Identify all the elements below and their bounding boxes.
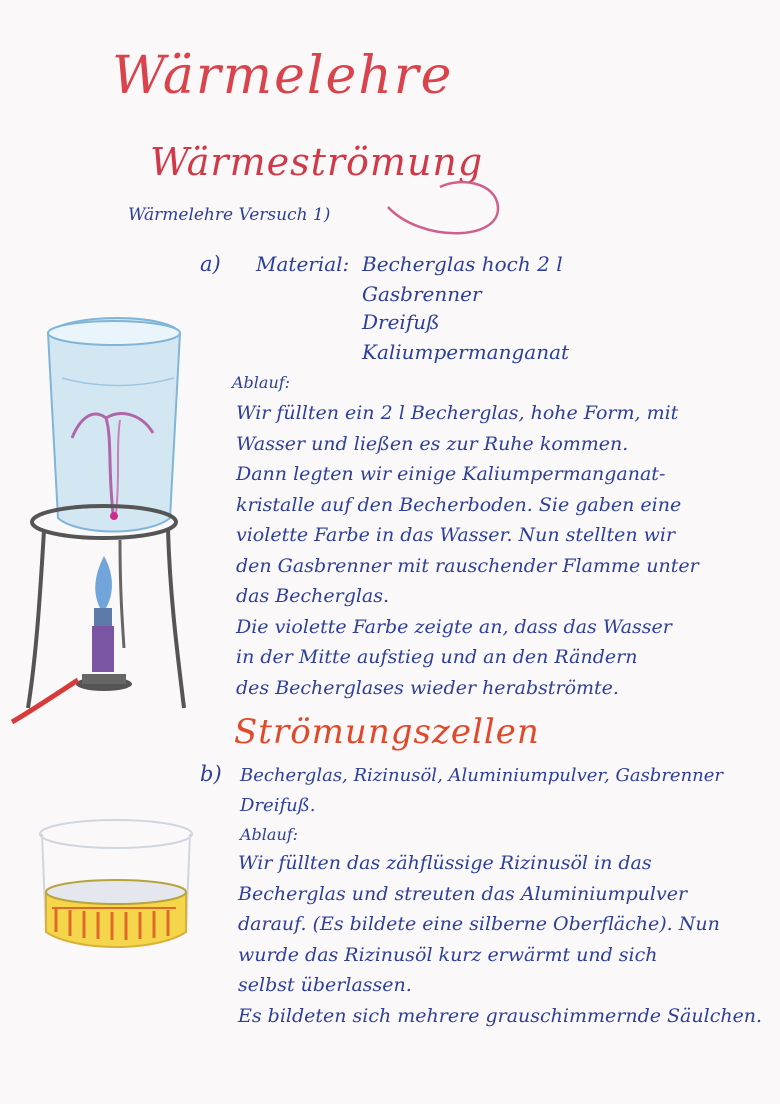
text-line: Die violette Farbe zeigte an, dass das Wasser [236,615,672,638]
material-list-b: Dreifuß. [240,795,316,816]
text-line: kristalle auf den Becherboden. Sie gaben eine [236,493,682,516]
material-item: Kaliumpermanganat [362,340,570,364]
material-item: Dreifuß [362,310,440,334]
subtitle: Wärmeströmung [150,140,484,184]
material-label: Material: [256,252,350,276]
flat-dish-drawing [36,812,201,972]
ablauf-label: Ablauf: [232,373,291,392]
page-title: Wärmelehre [112,46,454,106]
text-line: selbst überlassen. [238,974,412,996]
section-b-heading: Strömungszellen [234,712,540,752]
text-line: Becherglas und streuten das Aluminiumpulver [238,882,688,905]
procedure-paragraph-b [238,848,762,1031]
text-line: Wasser und ließen es zur Ruhe kommen. [236,432,629,455]
text-line: wurde das Rizinusöl kurz erwärmt und sich [238,943,658,966]
text-line: Es bildeten sich mehrere grauschimmernde Säulchen. [238,1004,763,1027]
section-a-label: a) [200,252,221,276]
text-line: in der Mitte aufstieg und an den Rändern [236,646,638,668]
text-line: Dann legten wir einige Kaliumpermanganat- [236,463,666,485]
material-item: Becherglas hoch 2 l [362,252,563,276]
text-line: violette Farbe in das Wasser. Nun stellten wir [236,524,676,546]
procedure-paragraph-a [236,398,699,703]
text-line: darauf. (Es bildete eine silberne Oberfläche). Nun [238,913,720,935]
beaker-burner-drawing [8,308,208,728]
underline-swoosh [380,172,510,247]
experiment-reference: Wärmelehre Versuch 1) [128,205,331,225]
text-line: des Becherglases wieder herabströmte. [236,676,619,699]
text-line: das Becherglas. [236,585,390,607]
text-line: Wir füllten das zähflüssige Rizinusöl in das [238,852,652,874]
material-item: Gasbrenner [362,282,482,306]
text-line: Wir füllten ein 2 l Becherglas, hohe Form, mit [236,402,679,424]
section-b-label: b) [200,762,222,786]
material-list-b: Becherglas, Rizinusöl, Aluminiumpulver, Gasbrenner [240,765,724,786]
ablauf-label: Ablauf: [240,825,299,844]
text-line: den Gasbrenner mit rauschender Flamme unter [236,554,699,577]
